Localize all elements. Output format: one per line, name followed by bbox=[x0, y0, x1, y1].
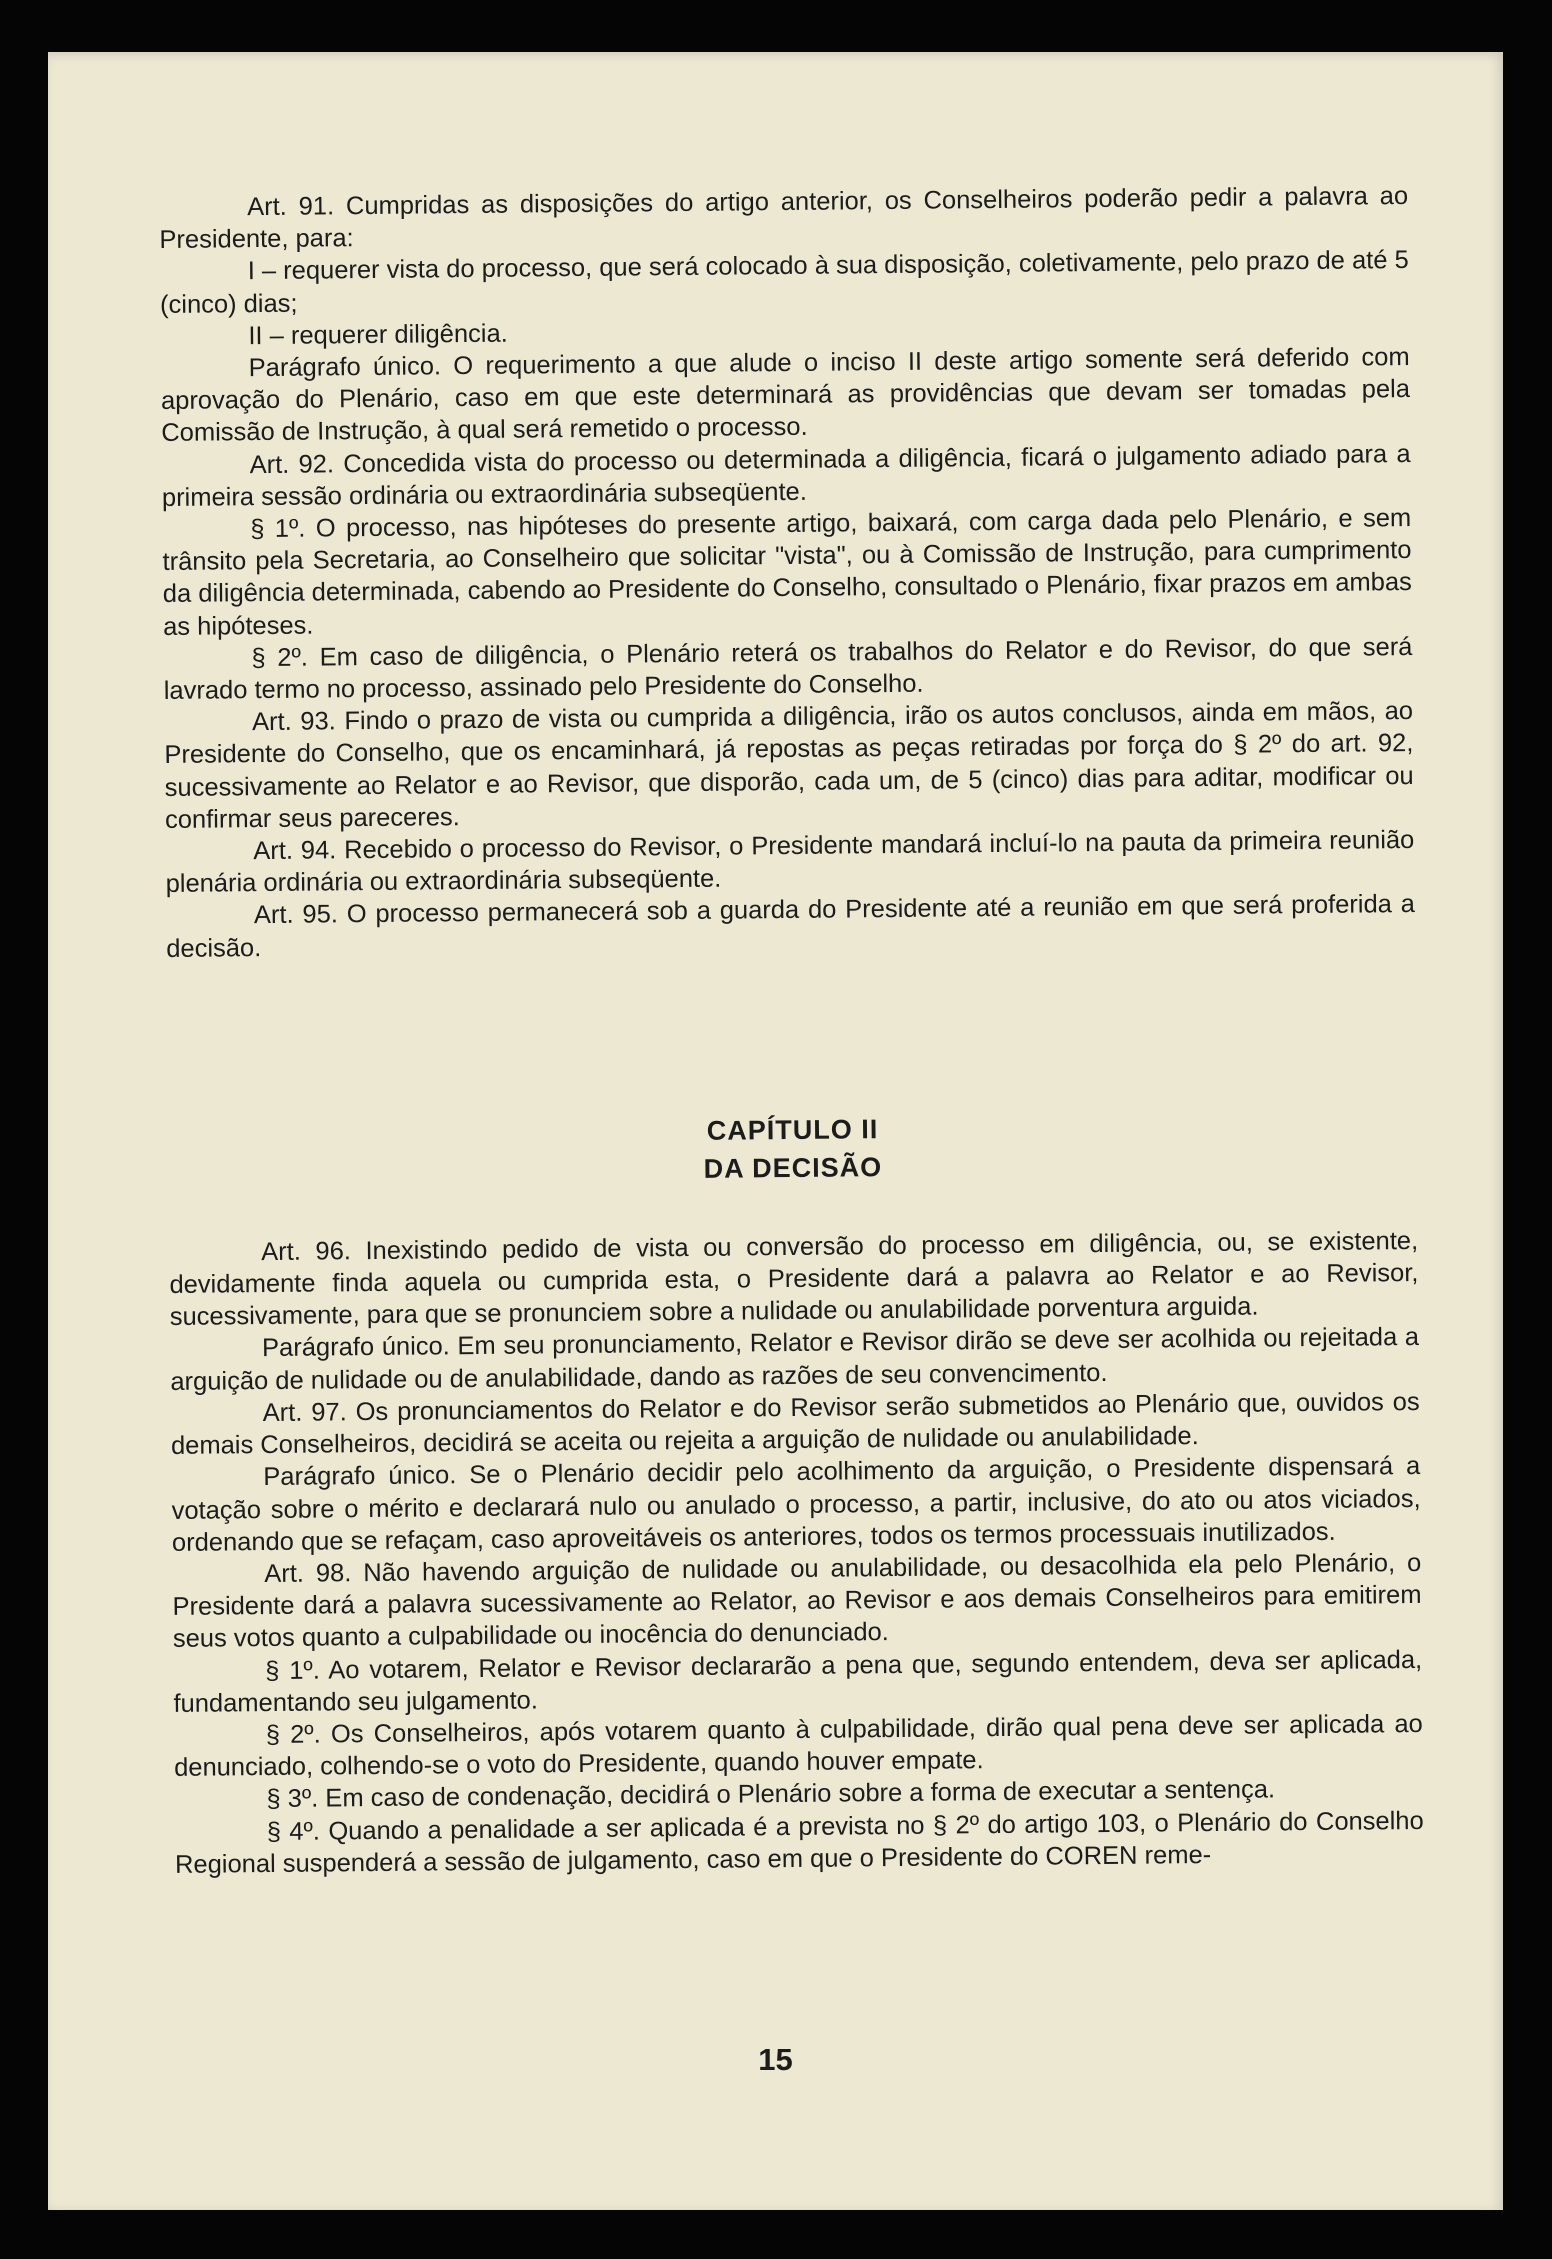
article-96-paragraph: Parágrafo único. Em seu pronunciamento, Relator e Revisor dirão se deve ser acolhida ou rejeitada a arguição de nulidade ou de anulabilidade, dando as razões de seu convencimento. bbox=[170, 1323, 1420, 1396]
article-97-paragraph: Parágrafo único. Se o Plenário decidir pelo acolhimento da arguição, o Presidente dispensará a votação sobre o mérito e declarará nulo ou anulado o processo, a partir, inclusive, do ato ou atos viciados, ordenando que se refaçam, caso aproveitáveis os anteriores, todos os termos processuais inutilizados. bbox=[171, 1452, 1421, 1557]
article-92-section-2: § 2º. Em caso de diligência, o Plenário reterá os trabalhos do Relator e do Revisor, do que será lavrado termo no processo, assinado pelo Presidente do Conselho. bbox=[163, 632, 1413, 706]
article-93: Art. 93. Findo o prazo de vista ou cumprida a diligência, irão os autos conclusos, ainda em mãos, ao Presidente do Conselho, que os encaminhará, já repostas as peças retiradas por força do § 2º do art. 92, sucessivamente ao Relator e ao Revisor, que disporão, cada um, de 5 (cinco) dias para aditar, modificar ou confirmar seus pareceres. bbox=[164, 697, 1414, 834]
article-98-section-2: § 2º. Os Conselheiros, após votarem quanto à culpabilidade, dirão qual pena deve ser aplicada ao denunciado, colhendo-se o voto do Presidente, quando houver empate. bbox=[173, 1709, 1423, 1783]
chapter-subtitle: DA DECISÃO bbox=[703, 1151, 883, 1184]
article-98-section-3: § 3º. Em caso de condenação, decidirá o Plenário sobre a forma de executar a sentença. bbox=[266, 1775, 1276, 1814]
document-page bbox=[48, 52, 1503, 2210]
page-number: 15 bbox=[758, 2042, 793, 2077]
article-91-item-2: II – requerer diligência. bbox=[248, 319, 508, 350]
article-98-section-4: § 4º. Quando a penalidade a ser aplicada é a prevista no § 2º do artigo 103, o Plenário do Conselho Regional suspenderá a sessão de julgamento, caso em que o Presidente do COREN reme- bbox=[174, 1806, 1424, 1879]
article-95: Art. 95. O processo permanecerá sob a guarda do Presidente até a reunião em que será proferida a decisão. bbox=[166, 890, 1416, 963]
article-98-section-1: § 1º. Ao votarem, Relator e Revisor declararão a pena que, segundo entendem, deva ser aplicada, fundamentando seu julgamento. bbox=[173, 1645, 1423, 1718]
article-98: Art. 98. Não havendo arguição de nulidade ou anulabilidade, ou desacolhida ela pelo Plenário, o Presidente dará a palavra sucessivamente ao Relator, ao Revisor e aos demais Conselheiros para emitirem seus votos quanto a culpabilidade ou inocência do denunciado. bbox=[172, 1548, 1422, 1654]
article-97: Art. 97. Os pronunciamentos do Relator e do Revisor serão submetidos ao Plenário que, ouvidos os demais Conselheiros, decidirá se aceita ou rejeita a arguição de nulidade ou anulabilidade. bbox=[170, 1387, 1420, 1461]
document-body bbox=[159, 180, 1424, 1881]
article-92: Art. 92. Concedida vista do processo ou determinada a diligência, ficará o julgamento adiado para a primeira sessão ordinária ou extraordinária subseqüente. bbox=[161, 439, 1411, 512]
chapter-title: CAPÍTULO II bbox=[706, 1114, 879, 1146]
article-96: Art. 96. Inexistindo pedido de vista ou conversão do processo em diligência, ou, se existente, devidamente finda aquela ou cumprida esta, o Presidente dará a palavra ao Relator e ao Revisor, sucessivamente, para que se pronunciem sobre a nulidade ou anulabilidade porventura arguida. bbox=[169, 1226, 1419, 1332]
article-91: Art. 91. Cumpridas as disposições do artigo anterior, os Conselheiros poderão pedir a palavra ao Presidente, para: bbox=[159, 182, 1409, 255]
article-91-item-1: I – requerer vista do processo, que será colocado à sua disposição, coletivamente, pelo prazo de até 5 (cinco) dias; bbox=[159, 246, 1409, 319]
article-91-paragraph: Parágrafo único. O requerimento a que alude o inciso II deste artigo somente será deferido com aprovação do Plenário, caso em que este determinará as providências que devam ser tomadas pela Comissão de Instrução, à qual será remetido o processo. bbox=[160, 343, 1411, 448]
article-92-section-1: § 1º. O processo, nas hipóteses do presente artigo, baixará, com carga dada pelo Plenário, e sem trânsito pela Secretaria, ao Conselheiro que solicitar "vista", ou à Comissão de Instrução, para cumprimento da diligência determinada, cabendo ao Presidente do Conselho, consultado o Plenário, fixar prazos em ambas as hipóteses. bbox=[162, 504, 1412, 641]
article-94: Art. 94. Recebido o processo do Revisor, o Presidente mandará incluí-lo na pauta da primeira reunião plenária ordinária ou extraordinária subseqüente. bbox=[165, 826, 1415, 899]
